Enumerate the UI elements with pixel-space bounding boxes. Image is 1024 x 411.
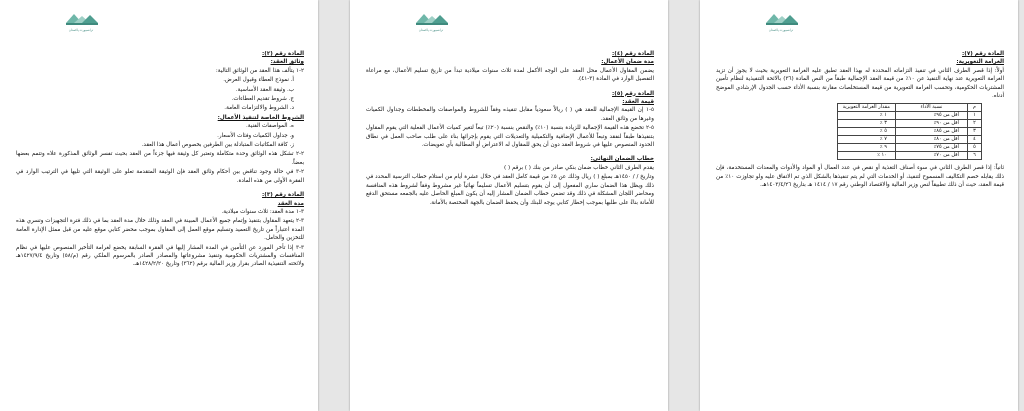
table-cell: ٥ ٪: [837, 128, 895, 136]
table-cell: ١ ٪: [837, 112, 895, 120]
logo-caption: ترانسپورت پاکستان: [768, 28, 794, 32]
list-item: ه. المواصفات الفنية.: [246, 123, 294, 130]
contract-duration-heading: مدة العقد: [277, 200, 304, 207]
clause-2-1: ٢-١ يتألف هذا العقد من الوثائق التالية:: [215, 67, 304, 74]
penalty-heading: الغرامة التعويرية:: [956, 59, 1004, 66]
list-item: ب. وثيقة العقد الأساسية.: [235, 86, 294, 93]
table-cell: ١٠ ٪: [837, 152, 895, 160]
document-page-2: [350, 0, 668, 411]
logo-icon: [60, 10, 102, 36]
contract-documents-heading: وثائق العقد:: [270, 59, 304, 66]
table-cell: أقل من ٧٥٪: [895, 144, 967, 152]
list-item: أ. نموذج العطاء وقبول العرض.: [223, 77, 294, 84]
list-item: ز. كافة المكاتبات المتبادلة بين الطرفين بخصوص أعمال هذا العقد.: [141, 142, 294, 149]
list-item: د. الشروط والالتزامات العامة.: [224, 105, 294, 112]
document-page-3: [0, 0, 318, 411]
guarantee-heading: مدة ضمان الأعمال:: [601, 59, 654, 66]
penalty-table-header: [837, 104, 981, 112]
clause-3-3: ٣-٣ إذا تأخر المورد عن التأمين في المدة المشار إليها في الفقرة السابقة يخضع لغرامة التأخير المنصوص عليها في نظام المنافسات والمشتريات الحكومية وتنفيذ مشروعاتها والمصادر الصادر بالمرسوم الملكي رقم (م/٥٨) وتاريخ ١٤٢٧/٩/٤هـ ولائحته التنفيذية الصادر بقرار وزير المالية برقم (٣٦٢) وتاريخ ١٤٢٨/٢/٢٠هـ.: [16, 244, 304, 268]
table-cell: أقل من ٩٥٪: [895, 112, 967, 120]
table-cell: ١: [967, 112, 981, 120]
table-cell: ٤: [967, 136, 981, 144]
article-2-heading: المادة رقم (٢):: [262, 51, 304, 57]
contract-value-heading: قيمة العقد:: [622, 99, 654, 106]
table-cell: أقل من ٩٠٪: [895, 120, 967, 128]
table-cell: ٣ ٪: [837, 120, 895, 128]
clause-2-3: ٢-٣ في حالة وجود تناقض بين أحكام وثائق العقد فإن الوثيقة المتقدمة تعلو على الوثيقة التي تليها في الترتيب الوارد في الفقرة الأولى من هذه المادة.: [16, 169, 304, 184]
col-header-penalty: مقدار الغرامة التعويرية: [837, 104, 895, 112]
article-5-heading: المادة رقم (٥):: [612, 90, 654, 97]
table-cell: أقل من ٨٠٪: [895, 136, 967, 144]
article-7-heading: المادة رقم (٧):: [962, 51, 1004, 57]
special-conditions-heading: الشروط الخاصة لتنفيذ الأعمال:: [217, 114, 304, 121]
table-row: [837, 128, 981, 136]
clause-5-1: ٥-١ إن القيمة الإجمالية للعقد هي ( ) ريالاً سعودياً مقابل تنفيذه وفقاً للشروط والمواصفات والمخططات وجداول الكميات وغيرها من وثائق العقد.: [366, 107, 654, 122]
table-row: [837, 120, 981, 128]
table-row: [837, 152, 981, 160]
table-row: [837, 144, 981, 152]
clause-3-1: ٣-١ مدة العقد: ثلاث سنوات ميلادية.: [221, 208, 304, 215]
list-item: و. جداول الكميات وفئات الأسعار.: [217, 132, 294, 139]
table-cell: ٧ ٪: [837, 136, 895, 144]
table-cell: ٩ ٪: [837, 144, 895, 152]
table-row: [837, 112, 981, 120]
article-4-heading: المادة رقم (٤):: [612, 51, 654, 57]
logo-caption: ترانسپورت پاکستان: [418, 28, 444, 32]
document-page-1: [700, 0, 1018, 411]
penalty-paragraph-1: أولاً: إذا قصر الطرف الثاني في تنفيذ التزاماته المحددة له بهذا العقد تطبق عليه الغرامة التعويرية بحيث لا يجوز أن تزيد الغرامة التعويرية عند نهاية التنفيذ عن ١٠٪ من قيمة العقد الإجمالية طبقاً من النص المادة (٣٦) بالائحة التنفيذية لنظام تأمين المشتريات الحكومية، وتحسب الغرامة التعويرية من قيمة المستخلصات مقارنة بنسبة الأداء حسب الجدول الإرشادي الموضح أدناه.: [716, 67, 1005, 100]
logo-caption: ترانسپورت پاکستان: [68, 28, 94, 32]
logo-icon: [410, 10, 452, 36]
table-cell: ٢: [967, 120, 981, 128]
table-cell: ٥: [967, 144, 981, 152]
logo-icon: [760, 10, 802, 36]
article-3-heading: المادة رقم (٣):: [262, 192, 304, 199]
col-header-performance: نسبة الأداء: [895, 104, 967, 112]
table-row: [837, 136, 981, 144]
penalty-table: [837, 103, 982, 160]
final-guarantee-heading: خطاب الضمان النهائي:: [590, 156, 654, 163]
list-item: ج. شروط تقديم العطاءات.: [231, 96, 294, 103]
table-cell: أقل من ٨٥٪: [895, 128, 967, 136]
clause-5-2: ٥-٢ تخضع هذه القيمة الإجمالية للزيادة بنسبة (١٠٪) والنقص بنسبة (٢٠٪) تبعاً لتغير كميات الأعمال الفعلية التي يقوم المقاول بتنفيذها طبقاً لنفقد وتبعاً للأعمال الإضافية والتكميلية والتعديلات التي يقوم بإجرائها بناء على طلب صاحب العمل في نطاق الحدود المنصوص عليها في شروط العقد دون أن يحق للمقاول له الاعتراض أو المطالبة بأي تعويضات.: [366, 125, 655, 149]
col-header-index: م: [967, 104, 981, 112]
clause-2-2: ٢-٢ تشكل هذه الوثائق وحدة متكاملة وتعتبر كل وثيقة فيها جزءاً من العقد بحيث تفسر الوثائق المذكورة علاه وتتمم بعضها بعضاً.: [16, 151, 304, 166]
final-guarantee-line-1: يقدم الطرف الثاني خطاب ضمان بنكي صادر من بنك ( ) برقم ( ): [504, 164, 654, 171]
table-cell: ٦: [967, 152, 981, 160]
penalty-paragraph-2: ثانياً: إذا قصر الطرف الثاني في سوء أصناف التغذية أو نقص في عدد العمال أو المواد والأدوات والمعدات المستخدمة، فإن ذلك يقابله خصم التكاليف المسموح لتنفيذ، أو الخدمات التي لم يتم تنفيذها بالشكل الذي تم الاتفاق عليه ولو تجاوزت ١٠٪ من قيمة العقد، حيث أن ذلك تطبيقاً لنص وزير المالية والاقتصاد الوطني رقم ١٧ / ١٤١٤ هـ بتاريخ ١٤٠٣/٤/٢٦هـ.: [716, 165, 1004, 189]
table-cell: أقل من ٧٠٪: [895, 152, 967, 160]
guarantee-paragraph: يضمن المقاول الأعمال محل العقد على الوجه الأكمل لمدة ثلاث سنوات ميلادية تبدأ من تاريخ تسليم الأعمال، مع مراعاة التفصيل الوارد في المادة (٣-٤١).: [366, 67, 654, 83]
clause-3-2: ٣-٢ يتعهد المقاول بتنفيذ وإتمام جميع الأعمال المبينة في العقد وذلك خلال مدة العقد بما في ذلك فترة التجهيزات وتسري هذه المدة اعتباراً من تاريخ التعميد وتسليم موقع العمل إلى المقاول بموجب محضر كتابي موقع عليه من قبل ممثل الإدارة العامة للتخزين والحامل.: [16, 218, 304, 242]
final-guarantee-paragraph: وتاريخ / / ١٤٥٠هـ بمبلغ ( ) ريال وذلك عن ٥٪ من قيمة كامل العقد في خلال عشرة أيام من استلام خطاب الترسية المحدد في ذلك ويظل هذا الضمان ساري المفعول إلى أن يقوم بتسليم الأعمال تسليماً نهائياً غير مشروط وفقاً لشروط هذه المنافسة ومحاضر اللجان المشكلة في ذلك وقد تضمن خطاب الضمان المشار إليه أن يكون المبلغ الحاصل عليه بالجمعه مستحق الدفع للأمانة بناءً على طلبها بموجب إخطار كتابي يوجه للبنك وأن يحفظ الضمان بالجهة المختصة بالأمانة.: [366, 174, 654, 206]
table-cell: ٣: [967, 128, 981, 136]
